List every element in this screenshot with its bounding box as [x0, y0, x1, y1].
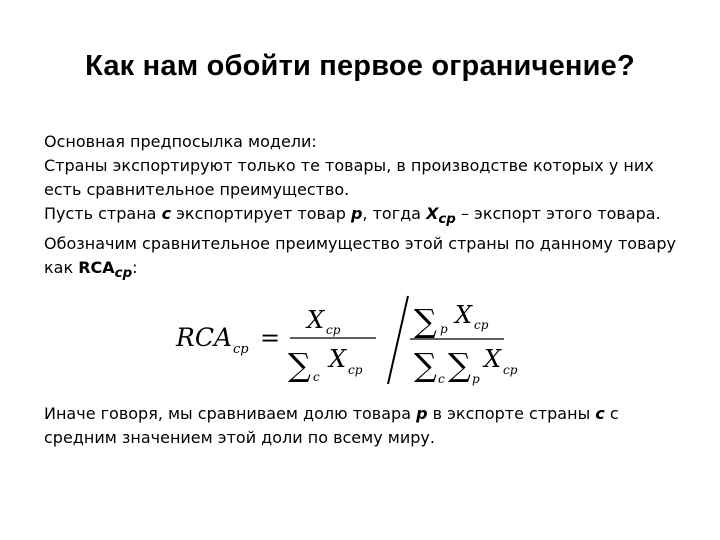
formula-x: X: [329, 345, 347, 373]
equals-sign: =: [260, 324, 281, 352]
text-line: Основная предпосылка модели:: [44, 132, 317, 151]
conclusion-text: [44, 402, 684, 450]
sigma-symbol: ∑: [414, 346, 437, 384]
text-fragment: как: [44, 258, 79, 278]
text-line: есть сравнительное преимущество.: [44, 180, 350, 199]
text-fragment: – экспорт этого товара.: [455, 204, 661, 223]
text-line: [44, 202, 684, 232]
var-c: c: [161, 204, 172, 223]
text-line: [44, 402, 684, 426]
formula-x: X: [307, 306, 325, 334]
text-fragment: с: [604, 404, 619, 423]
sigma-symbol: ∑: [448, 346, 471, 384]
division-slash: [388, 296, 408, 384]
rca-formula: [170, 288, 520, 388]
var-x-subscript: cp: [438, 212, 456, 228]
rca-term: $RCA_{cp}$: [78, 258, 133, 282]
slide-title: Как нам обойти первое ограничение?: [85, 50, 635, 82]
text-line: [44, 256, 684, 286]
text-fragment: , тогда: [362, 204, 427, 223]
text-fragment: Иначе говоря, мы сравниваем долю товара: [44, 404, 417, 423]
formula-subscript: cp: [474, 318, 489, 332]
sigma-symbol: ∑: [288, 346, 311, 384]
formula-x: X: [484, 345, 502, 373]
sigma-symbol: ∑: [414, 302, 437, 340]
var-c: c: [595, 404, 605, 423]
formula-subscript: cp: [503, 363, 518, 377]
formula-x: X: [455, 301, 473, 329]
text-fragment: экспортирует товар: [171, 204, 351, 223]
text-fragment: Пусть страна: [44, 204, 162, 223]
text-line: Страны экспортируют только те товары, в производстве которых у них: [44, 156, 654, 175]
var-p: p: [416, 404, 428, 423]
sigma-subscript: p: [472, 372, 480, 386]
text-line: средним значением этой доли по всему миру.: [44, 428, 435, 447]
sigma-subscript: c: [438, 372, 445, 386]
formula-lhs: RCA: [176, 323, 233, 352]
formula-subscript: cp: [348, 363, 363, 377]
intro-text: [44, 130, 684, 286]
var-p: p: [350, 204, 363, 223]
text-fragment: :: [132, 258, 138, 278]
sigma-subscript: c: [313, 370, 320, 384]
var-x: X: [426, 204, 439, 223]
text-fragment: в экспорте страны: [427, 404, 596, 423]
text-line: Обозначим сравнительное преимущество этой страны по данному товару: [44, 234, 676, 254]
sigma-subscript: p: [440, 322, 448, 336]
formula-subscript: cp: [326, 323, 341, 337]
formula-lhs-subscript: cp: [233, 342, 249, 357]
